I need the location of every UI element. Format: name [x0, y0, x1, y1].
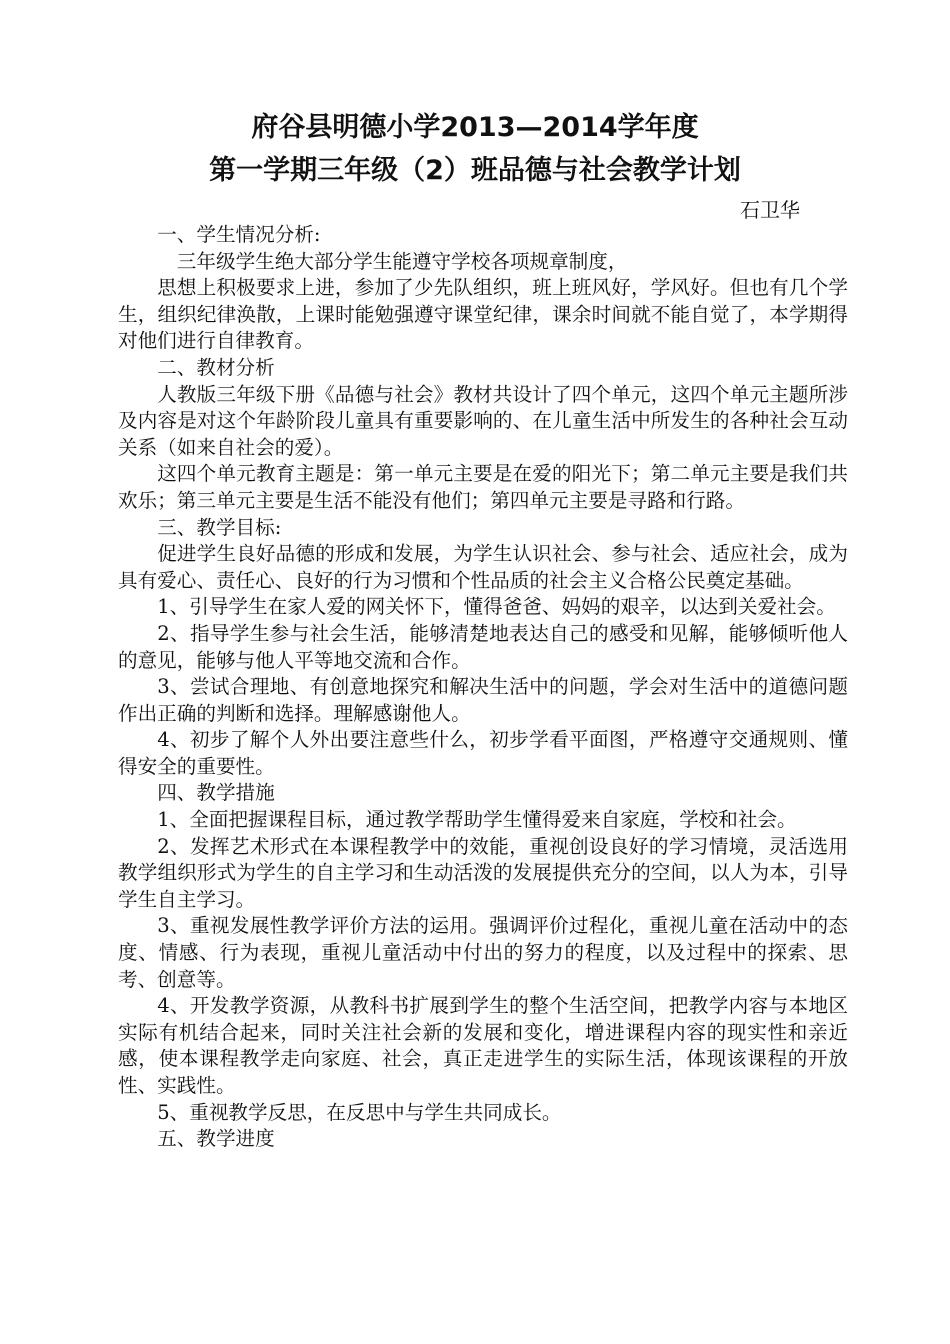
list-item: 3、尝试合理地、有创意地探究和解决生活中的问题，学会对生活中的道德问题作出正确的判断和选择。理解感谢他人。 — [118, 675, 848, 725]
paragraph: 三年级学生绝大部分学生能遵守学校各项规章制度， — [176, 249, 628, 273]
paragraph: 人教版三年级下册《品德与社会》教材共设计了四个单元，这四个单元主题所涉及内容是对这个年龄阶段儿童具有重要影响的、在儿童生活中所发生的各种社会互动关系（如来自社会的爱）。 — [118, 382, 848, 459]
section-heading-teaching-goals: 三、教学目标: — [157, 515, 282, 539]
list-item: 4、开发教学资源，从教科书扩展到学生的整个生活空间，把教学内容与本地区实际有机结合起来，同时关注社会新的发展和变化，增进课程内容的现实性和亲近感，使本课程教学走向家庭、社会，真正走进学生的实际生活，体现该课程的开放性、实践性。 — [118, 994, 848, 1097]
document-title-line1: 府谷县明德小学2013—2014学年度 — [251, 112, 699, 143]
document-title-line2: 第一学期三年级（2）班品德与社会教学计划 — [209, 155, 741, 186]
document-body — [118, 222, 848, 1153]
section-heading-teaching-schedule: 五、教学进度 — [157, 1127, 275, 1151]
list-item: 1、全面把握课程目标，通过教学帮助学生懂得爱来自家庭，学校和社会。 — [157, 808, 797, 832]
paragraph: 这四个单元教育主题是：第一单元主要是在爱的阳光下；第二单元主要是我们共欢乐；第三单元主要是生活不能没有他们；第四单元主要是寻路和行路。 — [118, 462, 848, 512]
paragraph: 思想上积极要求上进，参加了少先队组织，班上班风好，学风好。但也有几个学生，组织纪律涣散，上课时能勉强遵守课堂纪律，课余时间就不能自觉了，本学期得对他们进行自律教育。 — [118, 276, 848, 353]
list-item: 2、发挥艺术形式在本课程教学中的效能，重视创设良好的学习情境，灵活选用教学组织形式为学生的自主学习和生动活泼的发展提供充分的空间，以人为本，引导学生自主学习。 — [118, 834, 848, 911]
section-heading-student-analysis: 一、学生情况分析: — [157, 223, 321, 246]
author-name: 石卫华 — [740, 198, 800, 222]
list-item: 3、重视发展性教学评价方法的运用。强调评价过程化，重视儿童在活动中的态度、情感、行为表现，重视儿童活动中付出的努力的程度，以及过程中的探索、思考、创意等。 — [118, 914, 848, 991]
list-item: 1、引导学生在家人爱的网关怀下，懂得爸爸、妈妈的艰辛，以达到关爱社会。 — [157, 595, 836, 619]
section-heading-teaching-measures: 四、教学措施 — [157, 781, 275, 805]
list-item: 2、指导学生参与社会生活，能够清楚地表达自己的感受和见解，能够倾听他人的意见，能够与他人平等地交流和合作。 — [118, 621, 848, 672]
section-heading-textbook-analysis: 二、教材分析 — [157, 355, 275, 379]
list-item: 5、重视教学反思，在反思中与学生共同成长。 — [157, 1100, 562, 1124]
list-item: 4、初步了解个人外出要注意些什么，初步学看平面图，严格遵守交通规则、懂得安全的重要性。 — [118, 728, 848, 778]
paragraph: 促进学生良好品德的形成和发展，为学生认识社会、参与社会、适应社会，成为具有爱心、责任心、良好的行为习惯和个性品质的社会主义合格公民奠定基础。 — [118, 542, 848, 592]
